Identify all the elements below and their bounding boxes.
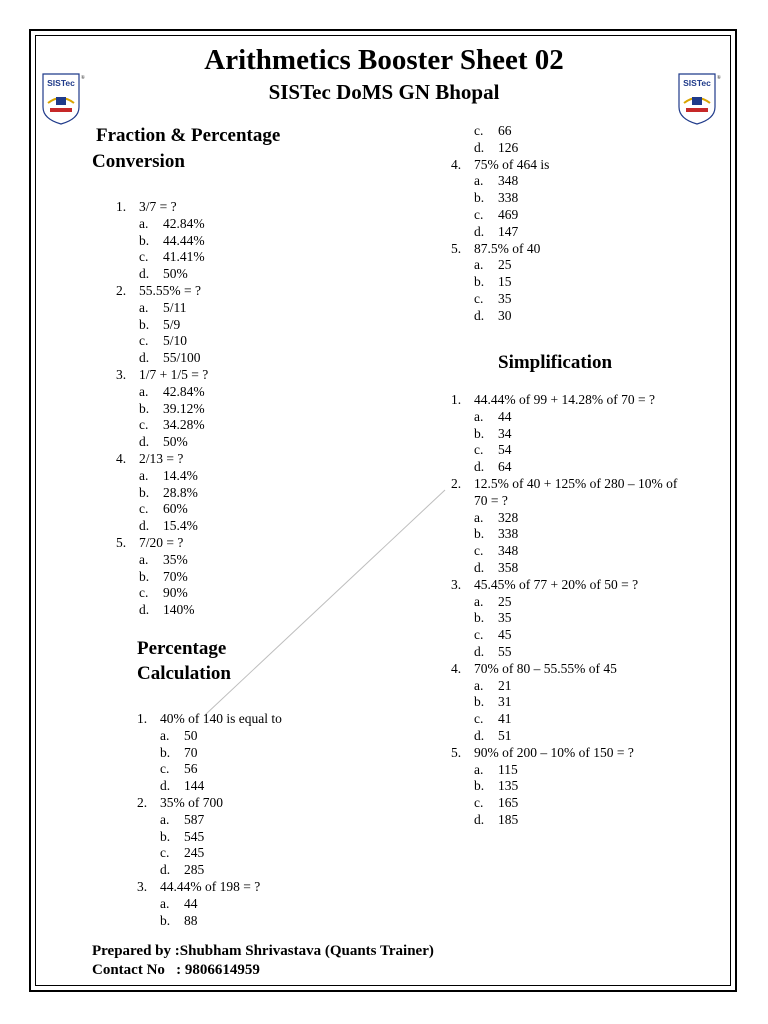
option-letter: c. bbox=[474, 206, 484, 222]
question-number: 5. bbox=[116, 534, 127, 550]
answer-option bbox=[474, 274, 691, 291]
answer-option bbox=[139, 602, 396, 619]
answer-option bbox=[139, 384, 396, 401]
question-number: 4. bbox=[451, 660, 462, 676]
option-list bbox=[451, 409, 679, 476]
option-text: 50 bbox=[184, 727, 198, 743]
answer-option bbox=[139, 333, 396, 350]
option-letter: b. bbox=[139, 316, 150, 332]
option-letter: c. bbox=[474, 711, 484, 727]
percentage-heading-line2: Calculation bbox=[137, 663, 231, 684]
page-subtitle: SISTec DoMS GN Bhopal bbox=[268, 80, 500, 104]
option-letter: d. bbox=[474, 459, 485, 475]
question-number: 4. bbox=[116, 450, 127, 466]
answer-option bbox=[474, 510, 679, 527]
question-item bbox=[116, 535, 396, 552]
option-text: 41.41% bbox=[163, 249, 205, 265]
option-letter: a. bbox=[139, 551, 149, 567]
option-letter: b. bbox=[160, 744, 171, 760]
answer-option bbox=[139, 485, 396, 502]
answer-option bbox=[160, 829, 417, 846]
answer-option bbox=[474, 526, 679, 543]
option-list bbox=[451, 257, 691, 324]
question-text: 1/7 + 1/5 = ? bbox=[139, 366, 209, 382]
option-list bbox=[116, 468, 396, 535]
option-text: 135 bbox=[498, 778, 519, 794]
answer-option bbox=[474, 459, 679, 476]
question-text: 45.45% of 77 + 20% of 50 = ? bbox=[474, 576, 639, 592]
option-text: 44.44% bbox=[163, 232, 205, 248]
answer-option bbox=[474, 409, 679, 426]
answer-option bbox=[139, 569, 396, 586]
question-number: 4. bbox=[451, 156, 462, 172]
option-text: 35 bbox=[498, 610, 512, 626]
sistec-logo-left bbox=[42, 73, 85, 125]
option-letter: a. bbox=[139, 383, 149, 399]
option-text: 358 bbox=[498, 559, 519, 575]
answer-option bbox=[160, 728, 417, 745]
option-letter: d. bbox=[139, 602, 150, 618]
answer-option bbox=[474, 812, 679, 829]
percentage-continued-list bbox=[451, 123, 691, 325]
option-letter: c. bbox=[139, 333, 149, 349]
option-text: 338 bbox=[498, 526, 519, 542]
question-number: 1. bbox=[116, 199, 127, 214]
answer-option bbox=[139, 233, 396, 250]
answer-option bbox=[474, 762, 679, 779]
answer-option bbox=[474, 308, 691, 325]
answer-option bbox=[139, 434, 396, 451]
option-letter: c. bbox=[139, 249, 149, 265]
option-text: 44 bbox=[184, 895, 198, 911]
answer-option bbox=[474, 140, 691, 157]
option-letter: b. bbox=[160, 828, 171, 844]
answer-option bbox=[474, 442, 679, 459]
question-text: 2/13 = ? bbox=[139, 450, 184, 466]
question-text: 44.44% of 198 = ? bbox=[160, 878, 261, 894]
answer-option bbox=[474, 694, 679, 711]
question-number: 2. bbox=[116, 282, 127, 298]
option-letter: a. bbox=[139, 215, 149, 231]
option-text: 144 bbox=[184, 778, 205, 794]
option-text: 34.28% bbox=[163, 417, 205, 433]
option-text: 64 bbox=[498, 459, 512, 475]
fraction-heading-line1: Fraction & Percentage bbox=[96, 125, 281, 146]
question-text: 12.5% of 40 + 125% of 280 – 10% of 70 = ? bbox=[474, 475, 678, 508]
option-text: 348 bbox=[498, 173, 519, 189]
answer-option bbox=[139, 468, 396, 485]
option-text: 35% bbox=[163, 551, 188, 567]
option-letter: d. bbox=[139, 518, 150, 534]
option-text: 21 bbox=[498, 677, 512, 693]
question-text: 70% of 80 – 55.55% of 45 bbox=[474, 660, 617, 676]
option-letter: b. bbox=[474, 526, 485, 542]
answer-option bbox=[160, 913, 417, 930]
answer-option bbox=[474, 207, 691, 224]
option-letter: d. bbox=[474, 307, 485, 323]
option-letter: b. bbox=[474, 190, 485, 206]
question-item bbox=[451, 157, 691, 174]
prepared-by-line bbox=[92, 943, 434, 960]
option-text: 469 bbox=[498, 206, 519, 222]
option-text: 115 bbox=[498, 761, 518, 777]
option-text: 25 bbox=[498, 593, 512, 609]
question-number: 2. bbox=[451, 475, 462, 491]
option-text: 147 bbox=[498, 223, 519, 239]
option-text: 245 bbox=[184, 845, 205, 861]
option-letter: a. bbox=[474, 257, 484, 273]
answer-option bbox=[139, 317, 396, 334]
fraction-question-list bbox=[116, 199, 396, 619]
option-text: 15.4% bbox=[163, 518, 198, 534]
option-letter: b. bbox=[139, 568, 150, 584]
answer-option bbox=[474, 627, 679, 644]
option-letter: a. bbox=[160, 727, 170, 743]
question-item bbox=[137, 879, 417, 896]
logo-text: SISTec bbox=[47, 78, 75, 88]
question-number: 2. bbox=[137, 794, 148, 810]
option-text: 60% bbox=[163, 501, 188, 517]
answer-option bbox=[139, 585, 396, 602]
option-letter: a. bbox=[474, 173, 484, 189]
question-item bbox=[451, 241, 691, 258]
option-text: 54 bbox=[498, 442, 512, 458]
option-letter: d. bbox=[474, 559, 485, 575]
option-list bbox=[116, 384, 396, 451]
option-list bbox=[451, 123, 691, 157]
answer-option bbox=[139, 552, 396, 569]
question-text: 40% of 140 is equal to bbox=[160, 711, 282, 726]
option-letter: c. bbox=[474, 627, 484, 643]
option-letter: d. bbox=[160, 862, 171, 878]
option-text: 14.4% bbox=[163, 467, 198, 483]
option-text: 42.84% bbox=[163, 215, 205, 231]
option-letter: a. bbox=[160, 895, 170, 911]
answer-option bbox=[474, 644, 679, 661]
option-letter: b. bbox=[474, 274, 485, 290]
answer-option bbox=[474, 543, 679, 560]
option-letter: d. bbox=[474, 811, 485, 827]
answer-option bbox=[160, 845, 417, 862]
option-letter: c. bbox=[160, 761, 170, 777]
option-text: 30 bbox=[498, 307, 512, 323]
answer-option bbox=[139, 249, 396, 266]
option-letter: c. bbox=[139, 417, 149, 433]
answer-option bbox=[474, 560, 679, 577]
option-list bbox=[451, 173, 691, 240]
answer-option bbox=[474, 224, 691, 241]
question-number: 3. bbox=[116, 366, 127, 382]
answer-option bbox=[160, 896, 417, 913]
question-number: 5. bbox=[451, 744, 462, 760]
answer-option bbox=[474, 123, 691, 140]
fraction-heading-line2: Conversion bbox=[92, 151, 185, 172]
question-text: 90% of 200 – 10% of 150 = ? bbox=[474, 744, 634, 760]
answer-option bbox=[139, 300, 396, 317]
option-letter: a. bbox=[474, 761, 484, 777]
question-item bbox=[451, 476, 679, 510]
option-text: 45 bbox=[498, 627, 512, 643]
question-number: 3. bbox=[137, 878, 148, 894]
option-letter: a. bbox=[474, 593, 484, 609]
option-letter: b. bbox=[474, 694, 485, 710]
option-text: 42.84% bbox=[163, 383, 205, 399]
answer-option bbox=[160, 778, 417, 795]
page-title: Arithmetics Booster Sheet 02 bbox=[204, 44, 564, 76]
option-letter: b. bbox=[139, 484, 150, 500]
option-letter: a. bbox=[139, 467, 149, 483]
option-text: 35 bbox=[498, 290, 512, 306]
answer-option bbox=[139, 266, 396, 283]
option-letter: c. bbox=[139, 501, 149, 517]
option-list bbox=[451, 594, 679, 661]
percentage-question-list bbox=[137, 711, 417, 929]
registered-mark: ® bbox=[81, 76, 85, 81]
question-text: 35% of 700 bbox=[160, 794, 223, 810]
option-text: 348 bbox=[498, 543, 519, 559]
answer-option bbox=[474, 778, 679, 795]
option-letter: a. bbox=[474, 408, 484, 424]
percentage-heading-line1: Percentage bbox=[137, 638, 227, 659]
option-text: 55 bbox=[498, 643, 512, 659]
answer-option bbox=[139, 501, 396, 518]
option-text: 126 bbox=[498, 139, 519, 155]
registered-mark: ® bbox=[717, 76, 721, 81]
option-text: 545 bbox=[184, 828, 205, 844]
question-text: 3/7 = ? bbox=[139, 199, 177, 214]
question-text: 7/20 = ? bbox=[139, 534, 184, 550]
question-number: 5. bbox=[451, 240, 462, 256]
question-item bbox=[451, 745, 679, 762]
option-letter: d. bbox=[474, 643, 485, 659]
option-list bbox=[137, 812, 417, 879]
option-letter: b. bbox=[139, 232, 150, 248]
option-letter: a. bbox=[474, 509, 484, 525]
question-item bbox=[116, 451, 396, 468]
answer-option bbox=[139, 518, 396, 535]
option-letter: d. bbox=[474, 727, 485, 743]
question-text: 87.5% of 40 bbox=[474, 240, 541, 256]
answer-option bbox=[160, 862, 417, 879]
answer-option bbox=[474, 610, 679, 627]
option-text: 185 bbox=[498, 811, 519, 827]
answer-option bbox=[139, 401, 396, 418]
option-letter: c. bbox=[474, 795, 484, 811]
option-text: 90% bbox=[163, 585, 188, 601]
answer-option bbox=[160, 761, 417, 778]
answer-option bbox=[139, 417, 396, 434]
answer-option bbox=[474, 711, 679, 728]
option-text: 25 bbox=[498, 257, 512, 273]
option-list bbox=[451, 762, 679, 829]
option-letter: a. bbox=[139, 299, 149, 315]
question-number: 3. bbox=[451, 576, 462, 592]
sistec-logo-right bbox=[678, 73, 721, 125]
question-item bbox=[451, 661, 679, 678]
answer-option bbox=[474, 678, 679, 695]
question-number: 1. bbox=[451, 392, 462, 407]
answer-option bbox=[474, 426, 679, 443]
option-letter: c. bbox=[474, 543, 484, 559]
option-letter: b. bbox=[474, 425, 485, 441]
logo-text: SISTec bbox=[683, 78, 711, 88]
question-item bbox=[137, 795, 417, 812]
option-text: 165 bbox=[498, 795, 519, 811]
question-item bbox=[137, 711, 417, 728]
prepared-by-value: Shubham Shrivastava (Quants Trainer) bbox=[179, 943, 434, 959]
option-list bbox=[451, 510, 679, 577]
answer-option bbox=[474, 190, 691, 207]
option-list bbox=[116, 300, 396, 367]
answer-option bbox=[474, 795, 679, 812]
option-text: 51 bbox=[498, 727, 512, 743]
option-text: 328 bbox=[498, 509, 519, 525]
option-list bbox=[451, 678, 679, 745]
option-list bbox=[137, 728, 417, 795]
option-text: 50% bbox=[163, 434, 188, 450]
option-text: 5/10 bbox=[163, 333, 188, 349]
answer-option bbox=[474, 291, 691, 308]
option-text: 338 bbox=[498, 190, 519, 206]
option-text: 56 bbox=[184, 761, 198, 777]
option-letter: d. bbox=[139, 350, 150, 366]
option-letter: b. bbox=[139, 400, 150, 416]
simplification-question-list bbox=[451, 392, 679, 829]
contact-line bbox=[92, 962, 260, 979]
option-letter: b. bbox=[474, 610, 485, 626]
option-letter: d. bbox=[139, 434, 150, 450]
question-text: 55.55% = ? bbox=[139, 282, 201, 298]
question-item bbox=[451, 392, 679, 409]
option-letter: b. bbox=[474, 778, 485, 794]
question-item bbox=[116, 199, 396, 216]
option-text: 66 bbox=[498, 123, 512, 138]
question-item bbox=[116, 367, 396, 384]
prepared-by-label: Prepared by : bbox=[92, 943, 180, 959]
option-text: 5/9 bbox=[163, 316, 181, 332]
question-text: 44.44% of 99 + 14.28% of 70 = ? bbox=[474, 392, 655, 407]
option-letter: c. bbox=[474, 442, 484, 458]
answer-option bbox=[139, 350, 396, 367]
option-text: 140% bbox=[163, 602, 195, 618]
option-letter: d. bbox=[160, 778, 171, 794]
option-letter: c. bbox=[474, 123, 484, 138]
option-text: 34 bbox=[498, 425, 512, 441]
option-letter: d. bbox=[474, 139, 485, 155]
contact-value: 9806614959 bbox=[184, 962, 260, 978]
answer-option bbox=[474, 728, 679, 745]
option-text: 587 bbox=[184, 811, 205, 827]
option-text: 41 bbox=[498, 711, 512, 727]
option-letter: b. bbox=[160, 912, 171, 928]
option-text: 88 bbox=[184, 912, 198, 928]
answer-option bbox=[474, 257, 691, 274]
question-number: 1. bbox=[137, 711, 148, 726]
option-text: 55/100 bbox=[163, 350, 201, 366]
option-text: 70% bbox=[163, 568, 188, 584]
option-list bbox=[137, 896, 417, 930]
answer-option bbox=[139, 216, 396, 233]
option-text: 15 bbox=[498, 274, 512, 290]
option-letter: a. bbox=[474, 677, 484, 693]
question-text: 75% of 464 is bbox=[474, 156, 550, 172]
option-text: 28.8% bbox=[163, 484, 198, 500]
option-letter: d. bbox=[474, 223, 485, 239]
contact-label: Contact No : bbox=[92, 962, 185, 978]
option-text: 31 bbox=[498, 694, 512, 710]
simplification-heading: Simplification bbox=[498, 352, 613, 373]
option-list bbox=[116, 552, 396, 619]
option-letter: c. bbox=[139, 585, 149, 601]
question-item bbox=[116, 283, 396, 300]
option-text: 70 bbox=[184, 744, 198, 760]
option-text: 39.12% bbox=[163, 400, 205, 416]
answer-option bbox=[160, 812, 417, 829]
option-text: 50% bbox=[163, 266, 188, 282]
answer-option bbox=[160, 745, 417, 762]
option-letter: d. bbox=[139, 266, 150, 282]
option-text: 285 bbox=[184, 862, 205, 878]
option-text: 44 bbox=[498, 408, 512, 424]
option-letter: a. bbox=[160, 811, 170, 827]
option-text: 5/11 bbox=[163, 299, 187, 315]
option-list bbox=[116, 216, 396, 283]
option-letter: c. bbox=[160, 845, 170, 861]
answer-option bbox=[474, 594, 679, 611]
answer-option bbox=[474, 173, 691, 190]
option-letter: c. bbox=[474, 290, 484, 306]
question-item bbox=[451, 577, 679, 594]
